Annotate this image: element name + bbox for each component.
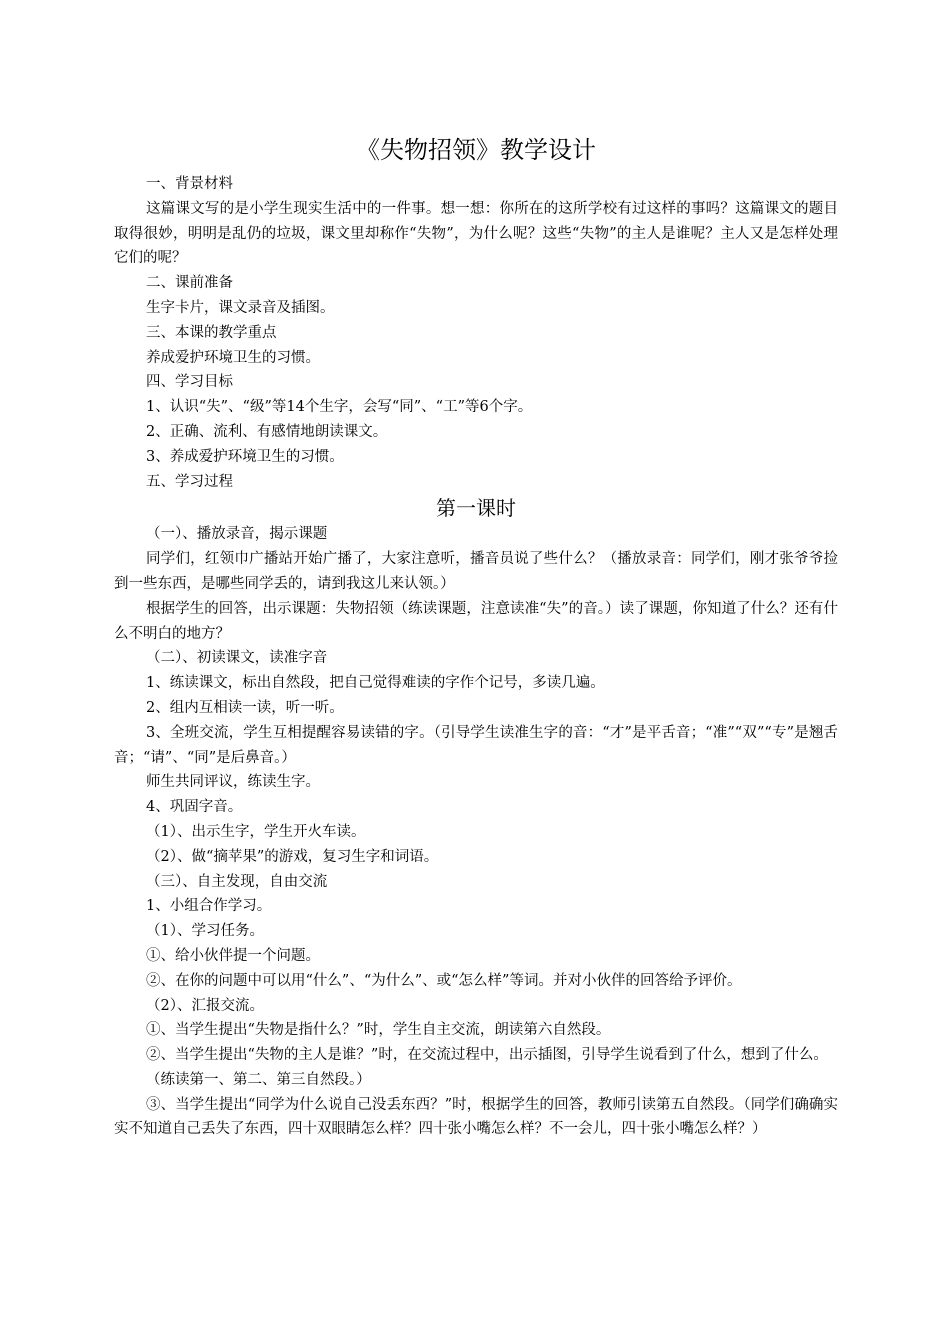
step-3-task-1: ①、给小伙伴提一个问题。 (146, 947, 320, 964)
objective-2: 2、正确、流利、有感情地朗读课文。 (146, 423, 388, 440)
step-1-paragraph-1: 同学们，红领巾广播站开始广播了，大家注意听，播音员说了些什么？（播放录音：同学们，刚才张爷爷捡到一些东西，是哪些同学丢的，请到我这儿来认领。） (114, 551, 838, 592)
step-3-report-2-note: （练读第一、第二、第三自然段。） (146, 1071, 371, 1088)
step-2-item-4-2: （2）、做“摘苹果”的游戏，复习生字和词语。 (146, 848, 439, 865)
step-3-report-3: ③、当学生提出“同学为什么说自己没丢东西？”时，根据学生的回答，教师引读第五自然段。（同学们确确实实不知道自己丢失了东西，四十双眼睛怎么样？四十张小嘴怎么样？不一会儿，四十张小嘴怎么样？） (114, 1096, 838, 1138)
step-2-note: 师生共同评议，练读生字。 (146, 774, 320, 791)
objective-3: 3、养成爱护环境卫生的习惯。 (146, 448, 344, 465)
objective-1: 1、认识“失”、“级”等14个生字，会写“同”、“工”等6个字。 (146, 399, 533, 416)
step-2-item-4: 4、巩固字音。 (146, 799, 243, 816)
step-2-heading: （二）、初读课文，读准字音 (146, 650, 328, 667)
step-3-report-1: ①、当学生提出“失物是指什么？”时，学生自主交流，朗读第六自然段。 (146, 1022, 611, 1039)
step-1-paragraph-2: 根据学生的回答，出示课题：失物招领（练读课题，注意读准“失”的音。）读了课题，你知道了什么？还有什么不明白的地方？ (114, 600, 838, 642)
step-3-item-1: 1、小组合作学习。 (146, 898, 272, 915)
step-3-task-heading: （1）、学习任务。 (146, 923, 264, 940)
heading-process: 五、学习过程 (146, 473, 233, 490)
step-2-item-3: 3、全班交流，学生互相提醒容易读错的字。（引导学生读准生字的音：“才”是平舌音；“准”“双”“专”是翘舌音；“请”、“同”是后鼻音。） (114, 724, 838, 766)
step-3-task-2: ②、在你的问题中可以用“什么”、“为什么”、或“怎么样”等词。并对小伙伴的回答给予评价。 (146, 972, 742, 989)
step-2-item-4-1: （1）、出示生字，学生开火车读。 (146, 823, 366, 840)
paragraph-background: 这篇课文写的是小学生现实生活中的一件事。想一想：你所在的这所学校有过这样的事吗？这篇课文的题目取得很妙，明明是乱仍的垃圾，课文里却称作“失物”，为什么呢？这些“失物”的主人是谁呢？主人又是怎样处理它们的呢？ (114, 200, 838, 267)
step-3-heading: （三）、自主发现，自由交流 (146, 873, 328, 890)
step-3-report-2: ②、当学生提出“失物的主人是谁？”时，在交流过程中，出示插图，引导学生说看到了什么，想到了什么。 (146, 1047, 828, 1064)
paragraph-preparation: 生字卡片，课文录音及插图。 (146, 299, 335, 316)
lesson-title: 第一课时 (436, 496, 516, 521)
heading-key-point: 三、本课的教学重点 (146, 324, 277, 341)
step-3-report-heading: （2）、汇报交流。 (146, 997, 264, 1014)
paragraph-key-point: 养成爱护环境卫生的习惯。 (146, 349, 320, 366)
document-body (114, 132, 838, 1142)
heading-background: 一、背景材料 (146, 176, 233, 192)
heading-objectives: 四、学习目标 (146, 374, 233, 391)
step-1-heading: （一）、播放录音，揭示课题 (146, 526, 328, 543)
heading-preparation: 二、课前准备 (146, 275, 233, 292)
document-title: 《失物招领》教学设计 (356, 136, 596, 164)
step-2-item-2: 2、组内互相读一读，听一听。 (146, 699, 344, 716)
step-2-item-1: 1、练读课文，标出自然段，把自己觉得难读的字作个记号，多读几遍。 (146, 675, 605, 692)
